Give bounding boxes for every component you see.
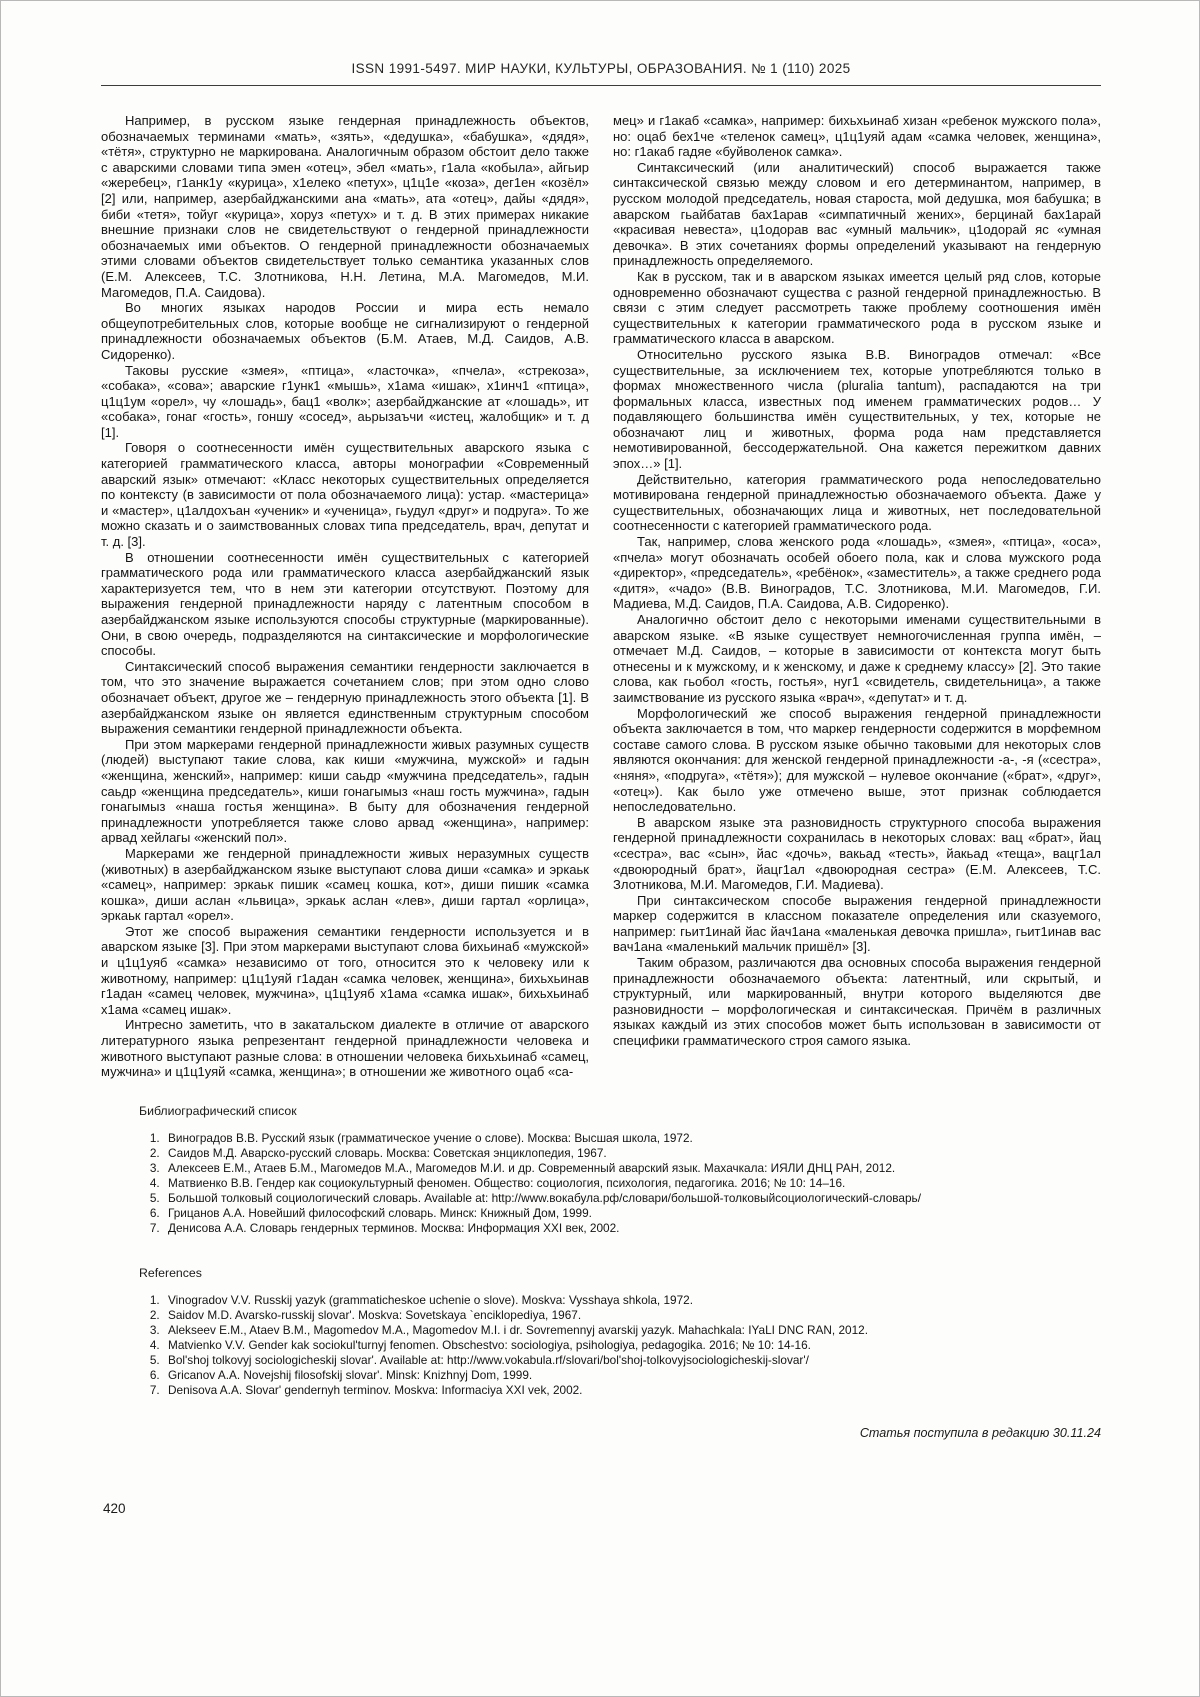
bibliography-list [139,1131,1101,1236]
reference-item: 1. Vinogradov V.V. Russkij yazyk (grammaticheskoe uchenie o slove). Moskva: Vysshaya shkola, 1972. [163,1293,1101,1308]
paragraph: Таковы русские «змея», «птица», «ласточка», «пчела», «стрекоза», «собака», «сова»; аварские г1унк1 «мышь», х1ама «ишак», х1инч1 «птица», ц1ц1ум «орел», чу «лошадь», бац1 «волк»; азербайджанские ат «лошадь», ит «собака», гонаг «гость», гоншу «сосед», аьрызаъчи «истец, жалобщик» и т. д [1]. [101,362,589,440]
paragraph: В аварском языке эта разновидность структурного способа выражения гендерной принадлежности сохранилась в некоторых словах: вац «брат», йац «сестра», вас «сын», йас «дочь», вакьад «тесть», йакьад «теща», вацг1ал «двоюродный брат», йацг1ал «двоюродная сестра» (Е.М. Алексеев, Т.С. Злотникова, М.И. Магомедов, Г.И. Мадиева). [613,814,1101,893]
paragraph: Как в русском, так и в аварском языках имеется целый ряд слов, которые одновременно обозначают существа с разной гендерной принадлежностью. В связи с этим следует рассмотреть также проблему соотношения имён существительных к категории грамматического рода в русском языке и грамматического класса в аварском. [613,268,1101,347]
bibliography-item: 6. Грицанов А.А. Новейший философский словарь. Минск: Книжный Дом, 1999. [163,1206,1101,1221]
left-column [101,113,589,1080]
paragraph: Говоря о соотнесенности имён существительных аварского языка с категорией грамматического класса, авторы монографии «Современный аварский язык» отмечают: «Класс некоторых существительных определяется по контексту (в зависимости от пола обозначаемого лица): устар. «мастерица» и «мастер», ц1алдохъан «ученик» и «ученица», гьудул «друг» и подруга». То же можно сказать и о заимствованных словах типа председатель, врач, депутат и т. д. [3]. [101,440,589,550]
paragraph: Например, в русском языке гендерная принадлежность объектов, обозначаемых терминами «мать», «зять», «дедушка», «бабушка», «дядя», «тётя», структурно не маркирована. Аналогичным образом обстоит дело также с аварскими словами типа эмен «отец», эбел «мать», г1ала «кобыла», айгьир «жеребец», г1анк1у «курица», х1елеко «петух», ц1ц1е «коза», дег1ен «козёл» [2] или, например, азербайджанскими ана «мать», ата «отец», дайы «дядя», биби «тетя», тойуг «курица», хоруз «петух» и т. д. В этих примерах никакие внешние признаки слов не свидетельствуют о гендерной принадлежности обозначаемых ими объектов. О гендерной принадлежности обозначаемых этими словами объектов свидетельствует только семантика указанных слов (Е.М. Алексеев, Т.С. Злотникова, Н.Н. Летина, М.А. Магомедов, М.И. Магомедов, П.А. Саидова). [101,113,589,300]
reference-item: 6. Gricanov A.A. Novejshij filosofskij slovar'. Minsk: Knizhnyj Dom, 1999. [163,1368,1101,1383]
bibliography-item: 4. Матвиенко В.В. Гендер как социокультурный феномен. Общество: социология, психология, педагогика. 2016; № 10: 14–16. [163,1176,1101,1191]
header-divider [101,85,1101,86]
reference-item: 4. Matvienko V.V. Gender kak sociokul'turnyj fenomen. Obschestvo: sociologiya, psihologiya, pedagogika. 2016; № 10: 14-16. [163,1338,1101,1353]
bibliography-section [139,1104,1101,1236]
right-column [613,113,1101,1080]
paragraph: Во многих языках народов России и мира есть немало общеупотребительных слов, которые вообще не сигнализируют о гендерной принадлежности обозначаемых объектов (Б.М. Атаев, М.Д. Саидов, А.В. Сидоренко). [101,300,589,362]
paragraph: Синтаксический (или аналитический) способ выражается также синтаксической связью между словом и его детерминантом, например, в русском молодой председатель, новая староста, мой дедушка, моя бабушка; в аварском гьайбатав бах1арав «симпатичный жених», берцинай бах1арай «красивая невеста», ц1одорав вас «умный мальчик», ц1одорай яс «умная девочка». В этих сочетаниях формы определений указывают на гендерную принадлежность определяемого. [613,159,1101,269]
reference-item: 3. Alekseev E.M., Ataev B.M., Magomedov M.A., Magomedov M.I. i dr. Sovremennyj avarskij yazyk. Mahachkala: IYaLI DNC RAN, 2012. [163,1323,1101,1338]
journal-issn-line: ISSN 1991-5497. МИР НАУКИ, КУЛЬТУРЫ, ОБРАЗОВАНИЯ. № 1 (110) 2025 [351,61,851,76]
paragraph: При синтаксическом способе выражения гендерной принадлежности маркер содержится в классном показателе определения или сказуемого, например: гьит1инай йас йач1ана «маленькая девочка пришла», гьит1инав вас вач1ана «маленький мальчик пришёл» [3]. [613,892,1101,955]
page-number: 420 [103,1501,126,1516]
bibliography-item: 7. Денисова А.А. Словарь гендерных терминов. Москва: Информация XXI век, 2002. [163,1221,1101,1236]
paragraph: Интресно заметить, что в закатальском диалекте в отличие от аварского литературного языка репрезентант гендерной принадлежности человека и животного выступают разные слова: в отношении человека бихьхьинаб «самец, мужчина» и ц1ц1уяй «самка, женщина»; в отношении же животного оцаб «са- [101,1017,589,1080]
bibliography-item: 5. Большой толковый социологический словарь. Available at: http://www.вокабула.рф/словари/большой-толковыйсоциологический-словарь/ [163,1191,1101,1206]
reference-item: 5. Bol'shoj tolkovyj sociologicheskij slovar'. Available at: http://www.vokabula.rf/slovari/bol'shoj-tolkovyjsociologicheskij-slovar'/ [163,1353,1101,1368]
bibliography-title: Библиографический список [139,1103,297,1118]
page-header [101,61,1101,86]
paragraph: Этот же способ выражения семантики гендерности используется и в аварском языке [3]. При этом маркерами выступают слова бихьинаб «мужской» и ц1ц1уяб «самка» независимо от того, относится это к человеку или к животному, например: ц1ц1уяй г1адан «самка человек, женщина», бихьхьинав г1адан «самец человек, мужчина», ц1ц1уяб х1ама «самка ишак», бихьхьинаб х1ама «самец ишак». [101,923,589,1017]
article-body [101,113,1101,1080]
paragraph: мец» и г1акаб «самка», например: бихьхьинаб хизан «ребенок мужского пола», но: оцаб бех1че «теленок самец», ц1ц1уяй адам «самка человек, женщина», но: г1акаб гадяе «буйволенок самка». [613,113,1101,160]
paragraph: При этом маркерами гендерной принадлежности живых разумных существ (людей) выступают такие слова, как киши «мужчина, мужской» и гадын «женщина, женский», например: киши саьдр «мужчина председатель», гадын саьдр «женщина председатель», киши гонагымыз «наш гость мужчина», гадын гонагымыз «наша гостья женщина». В быту для обозначения гендерной принадлежности употребляется также слово арвад «женщина», например: арвад хейлагы «женский пол». [101,736,589,846]
reference-item: 2. Saidov M.D. Avarsko-russkij slovar'. Moskva: Sovetskaya `enciklopediya, 1967. [163,1308,1101,1323]
paragraph: Морфологический же способ выражения гендерной принадлежности объекта заключается в том, что маркер гендерности содержится в морфемном составе самого слова. В русском языке обычно таковыми для некоторых слов являются окончания: для женской гендерной принадлежности -а-, -я («сестра», «няня», «подруга», «тётя»); для мужской – нулевое окончание («брат», «друг», «отец»). Как было уже отмечено выше, этот признак соблюдается непоследовательно. [613,705,1101,815]
paragraph: Так, например, слова женского рода «лошадь», «змея», «птица», «оса», «пчела» могут обозначать особей обоего пола, как и слова мужского рода «директор», «председатель», «ребёнок», «заместитель», а также среднего рода «дитя», «чадо» (В.В. Виноградов, Т.С. Злотникова, М.И. Магомедов, Г.И. Мадиева, М.Д. Саидов, П.А. Саидова, А.В. Сидоренко). [613,534,1101,612]
references-list [139,1293,1101,1398]
references-title: References [139,1265,202,1280]
reference-item: 7. Denisova A.A. Slovar' gendernyh terminov. Moskva: Informaciya XXI vek, 2002. [163,1383,1101,1398]
paragraph: Действительно, категория грамматического рода непоследовательно мотивирована гендерной принадлежностью обозначаемого объекта. Даже у существительных, обозначающих лица и животных, нет последовательной соотнесенности с категорией грамматического рода. [613,471,1101,534]
paragraph: Синтаксический способ выражения семантики гендерности заключается в том, что это значение выражается сочетанием слов; при этом одно слово обозначает объект, другое же – гендерную принадлежность этого объекта [1]. В азербайджанском языке он является единственным структурным способом выражения семантики гендерной принадлежности объекта. [101,658,589,737]
paragraph: В отношении соотнесенности имён существительных с категорией грамматического рода или грамматического класса азербайджанский язык характеризуется тем, что в нем эти категории отсутствуют. Поэтому для выражения гендерной принадлежности наряду с латентным способом в азербайджанском языке используются способы структурные (маркированные). Они, в свою очередь, подразделяются на синтаксические и морфологические способы. [101,549,589,659]
paragraph: Аналогично обстоит дело с некоторыми именами существительными в аварском языке. «В языке существует немногочисленная группа имён, – отмечает М.Д. Саидов, – которые в зависимости от контекста могут быть отнесены и к мужскому, и к женскому, и даже к среднему классу» [2]. Это такие слова, как гьобол «гость, гостья», нуг1 «свидетель, свидетельница», а также заимствование из русского языка «врач», «депутат» и т. д. [613,612,1101,705]
bibliography-item: 2. Саидов М.Д. Аварско-русский словарь. Москва: Советская энциклопедия, 1967. [163,1146,1101,1161]
received-date: Статья поступила в редакцию 30.11.24 [859,1425,1101,1440]
bibliography-item: 3. Алексеев Е.М., Атаев Б.М., Магомедов М.А., Магомедов М.И. и др. Современный аварский язык. Махачкала: ИЯЛИ ДНЦ РАН, 2012. [163,1161,1101,1176]
paragraph: Таким образом, различаются два основных способа выражения гендерной принадлежности обозначаемого объекта: латентный, или скрытый, и структурный, или маркированный, внутри которого выделяются две разновидности – морфологическая и синтаксическая. Причём в различных языках каждый из этих способов может быть использован в зависимости от специфики грамматического строя самого языка. [613,955,1101,1049]
paragraph: Маркерами же гендерной принадлежности живых неразумных существ (животных) в азербайджанском языке выступают слова диши «самка» и эркаьк «самец», например: эркаьк пишик «самец кошка, кот», диши пишик «самка кошка», диши аслан «львица», эркаьк аслан «лев», диши гартал «орлица», эркаьк гартал «орел». [101,845,589,924]
references-section [139,1266,1101,1398]
bibliography-item: 1. Виноградов В.В. Русский язык (грамматическое учение о слове). Москва: Высшая школа, 1972. [163,1131,1101,1146]
paragraph: Относительно русского языка В.В. Виноградов отмечал: «Все существительные, за исключением тех, которые употребляются только в формах множественного числа (pluralia tantum), распадаются на три формальных класса, известных под именем грамматических родов… У подавляющего большинства имён существительных, у тех, которые не обозначают лиц и животных, форма рода нам представляется немотивированной, бессодержательной. Она кажется пережитком давних эпох…» [1]. [613,346,1101,472]
